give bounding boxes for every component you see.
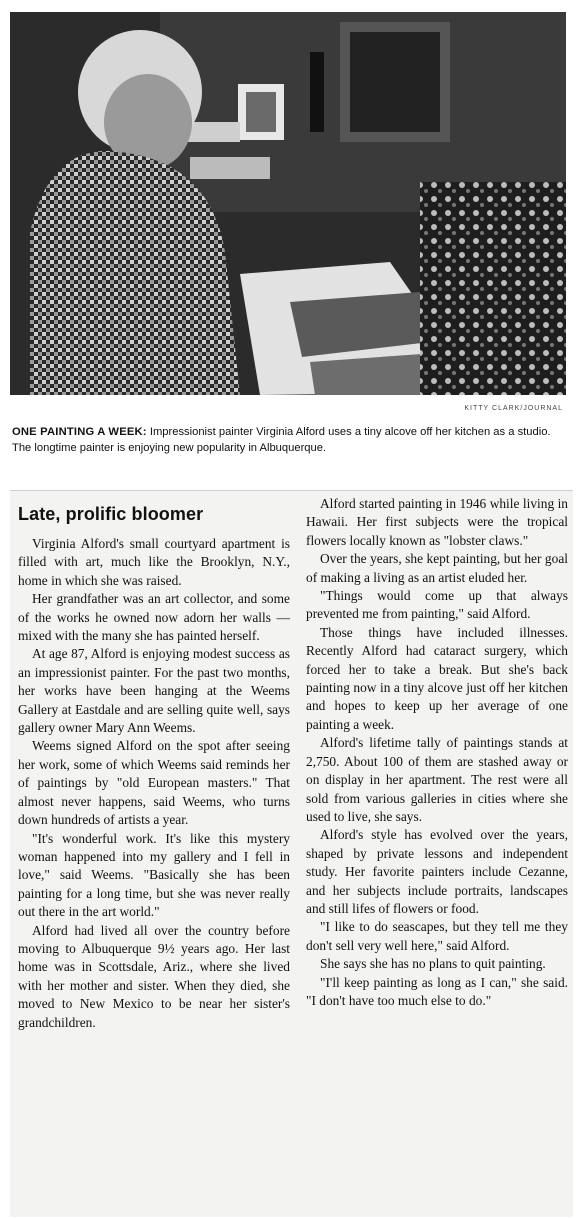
paragraph: "I like to do seascapes, but they tell me they don't sell very well here," said Alford.: [306, 919, 568, 953]
paragraph: Alford's style has evolved over the years, shaped by private lessons and independent study. Her favorite painters include Cezanne, and her subjects include portraits, landscapes and still lifes of flowers or food.: [306, 827, 568, 916]
article-column-right: [306, 495, 568, 1010]
paragraph: Those things have included illnesses. Recently Alford had cataract surgery, which forced her to take a break. But she's back painting now in a tiny alcove just off her kitchen and hopes to keep up her average of one painting a week.: [306, 624, 568, 732]
article-column-left: [18, 535, 290, 1032]
paragraph: Her grandfather was an art collector, and some of the works he owned now adorn her walls — mixed with the many she has painted herself.: [18, 591, 290, 644]
paragraph: Alford's lifetime tally of paintings stands at 2,750. About 100 of them are stashed away or on display in her apartment. The rest were all sold from various galleries in cities where she used to live, she says.: [306, 735, 568, 824]
paragraph: Virginia Alford's small courtyard apartment is filled with art, much like the Brooklyn, N.Y., home in which she was raised.: [18, 536, 290, 588]
paragraph: "Things would come up that always prevented me from painting," said Alford.: [306, 588, 568, 622]
caption-text: Impressionist painter Virginia Alford uses a tiny alcove off her kitchen as a studio. The longtime painter is enjoying new popularity in Albuquerque.: [12, 426, 551, 454]
article-box: [10, 490, 573, 1217]
paragraph: "I'll keep painting as long as I can," she said. "I don't have too much else to do.": [306, 974, 568, 1008]
article-headline: Late, prolific bloomer: [18, 504, 204, 524]
paragraph: She says she has no plans to quit painting.: [320, 956, 546, 972]
paragraph: At age 87, Alford is enjoying modest success as an impressionist painter. For the past two months, her works have been hanging at the Weems Gallery at Eastdale and are selling quite well, says gallery owner Mary Ann Weems.: [18, 646, 290, 736]
paragraph: Weems signed Alford on the spot after seeing her work, some of which Weems said reminds her of paintings by "old European masters." That almost never happens, said Weems, who turns down hundreds of artists a year.: [18, 738, 290, 828]
photo-caption: [12, 424, 564, 456]
caption-lead: ONE PAINTING A WEEK:: [12, 426, 147, 438]
photo-scene-icon: [10, 12, 566, 395]
portrait-photo: [10, 12, 566, 395]
paragraph: Alford had lived all over the country before moving to Albuquerque 9½ years ago. Her last home was in Scottsdale, Ariz., where she lived with her mother and sister. When they died, she moved to New Mexico to be near her sister's grandchildren.: [18, 922, 290, 1030]
paragraph: Over the years, she kept painting, but her goal of making a living as an artist eluded her.: [306, 551, 568, 585]
paragraph: "It's wonderful work. It's like this mystery woman happened into my gallery and I fell in love," said Weems. "Basically she has been painting for a long time, but she was never really out there in the art world.": [18, 830, 290, 920]
paragraph: Alford started painting in 1946 while living in Hawaii. Her first subjects were the tropical flowers locally known as "lobster claws.": [306, 496, 568, 548]
photo-credit: KITTY CLARK/JOURNAL: [464, 405, 563, 412]
